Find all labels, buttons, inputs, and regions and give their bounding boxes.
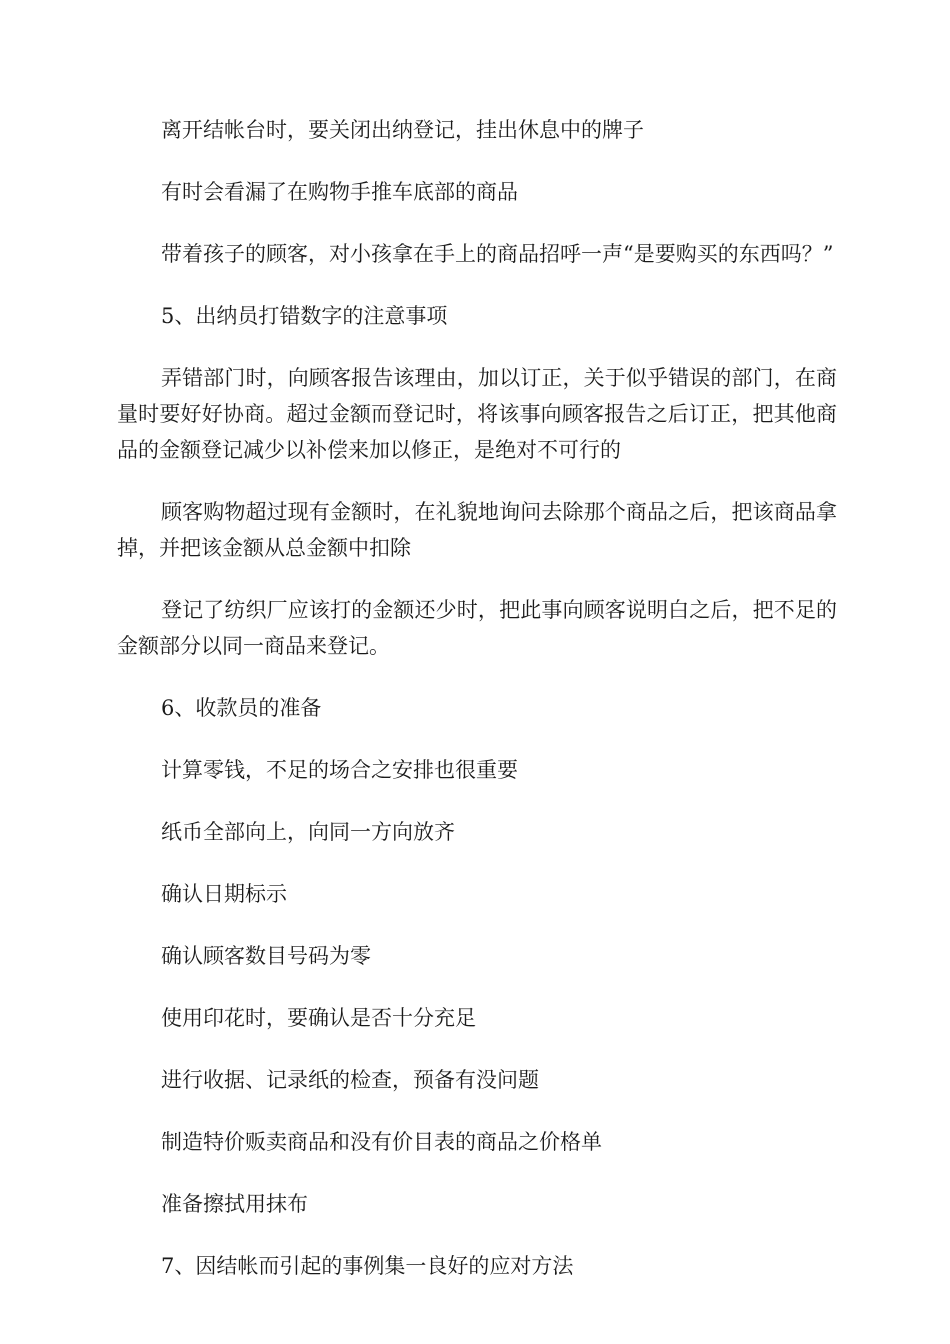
- list-item-price-list: 制造特价贩卖商品和没有价目表的商品之价格单: [161, 1130, 602, 1154]
- paragraph-over-amount: 顾客购物超过现有金额时，在礼貌地询问去除那个商品之后，把该商品拿掉，并把该金额从总金额中扣除: [117, 500, 837, 560]
- paragraph-leave-counter: 离开结帐台时，要关闭出纳登记，挂出休息中的牌子: [161, 118, 644, 142]
- list-item-stamps: 使用印花时，要确认是否十分充足: [161, 1006, 476, 1030]
- list-item-date: 确认日期标示: [161, 882, 287, 906]
- list-item-receipt-check: 进行收据、记录纸的检查，预备有没问题: [161, 1068, 539, 1092]
- section-heading-5: 5、出纳员打错数字的注意事项: [161, 304, 448, 328]
- section-heading-7: 7、因结帐而引起的事例集一良好的应对方法: [161, 1254, 574, 1278]
- paragraph-wrong-department: 弄错部门时，向顾客报告该理由，加以订正，关于似乎错误的部门，在商量时要好好协商。超过金额而登记时，将该事向顾客报告之后订正，把其他商品的金额登记减少以补偿来加以修正，是绝对不可行的: [117, 366, 837, 462]
- section-heading-6: 6、收款员的准备: [161, 696, 322, 720]
- paragraph-cart-bottom: 有时会看漏了在购物手推车底部的商品: [161, 180, 518, 204]
- list-item-cloth: 准备擦拭用抹布: [161, 1192, 308, 1216]
- paragraph-customer-children: 带着孩子的顾客，对小孩拿在手上的商品招呼一声“是要购买的东西吗？”: [161, 242, 834, 266]
- document-page: [117, 112, 837, 1310]
- list-item-customer-count: 确认顾客数目号码为零: [161, 944, 371, 968]
- list-item-banknotes: 纸币全部向上，向同一方向放齐: [161, 820, 455, 844]
- list-item-change: 计算零钱，不足的场合之安排也很重要: [161, 758, 518, 782]
- paragraph-under-amount: 登记了纺织厂应该打的金额还少时，把此事向顾客说明白之后，把不足的金额部分以同一商品来登记。: [117, 598, 837, 658]
